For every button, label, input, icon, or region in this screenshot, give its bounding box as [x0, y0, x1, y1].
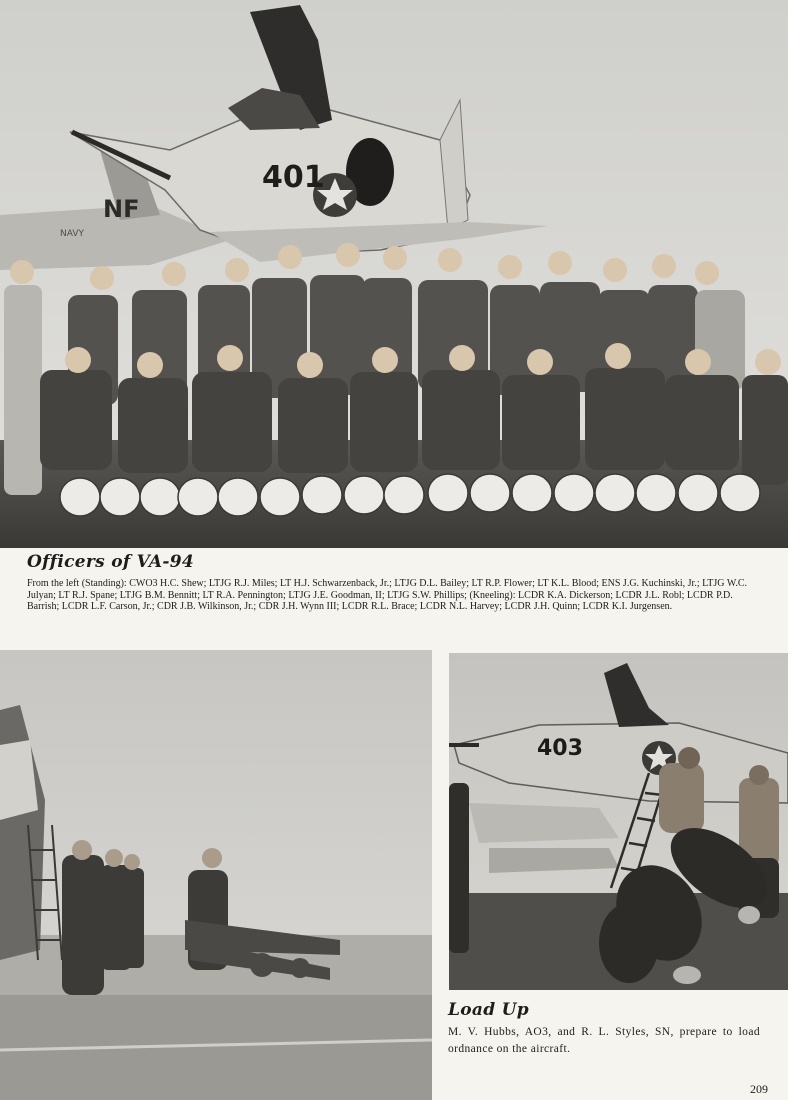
load-up-photo	[449, 653, 788, 990]
deck-crew-photo	[0, 650, 432, 1100]
officers-photo	[0, 0, 788, 548]
page-number: 209	[750, 1082, 768, 1096]
load-up-title: Load Up	[448, 1000, 529, 1020]
aircraft-number-401: 401	[262, 160, 325, 195]
fuselage-navy-text: NAVY	[60, 229, 84, 239]
tail-code: NF	[103, 195, 140, 223]
aircraft-number-403: 403	[537, 736, 583, 761]
load-up-caption: M. V. Hubbs, AO3, and R. L. Styles, SN, prepare to load ordnance on the aircraft.	[448, 1026, 760, 1055]
officers-title: Officers of VA-94	[27, 552, 194, 572]
officers-caption: From the left (Standing): CWO3 H.C. Shew; LTJG R.J. Miles; LT H.J. Schwarzenback, Jr.; LTJG D.L. Bailey; LT R.P. Flower; LT K.L. Blood; ENS J.G. Kuchinski, Jr.; LTJG W.C. Julyan; LT R.J. Spane; LTJG B.M. Bennitt; LT R.A. Pennington; LTJG J.E. Goodman, II; LTJG S.W. Phillips; (Kneeling): LCDR K.A. Dickerson; LCDR J.L. Robl; LCDR P.D. Barrish; LCDR L.F. Carson, Jr.; CDR J.B. Wilkinson, Jr.; CDR J.H. Wynn III; LCDR R.L. Brace; LCDR N.L. Harvey; LCDR J.H. Quinn; LCDR K.I. Jurgensen.	[27, 578, 748, 613]
